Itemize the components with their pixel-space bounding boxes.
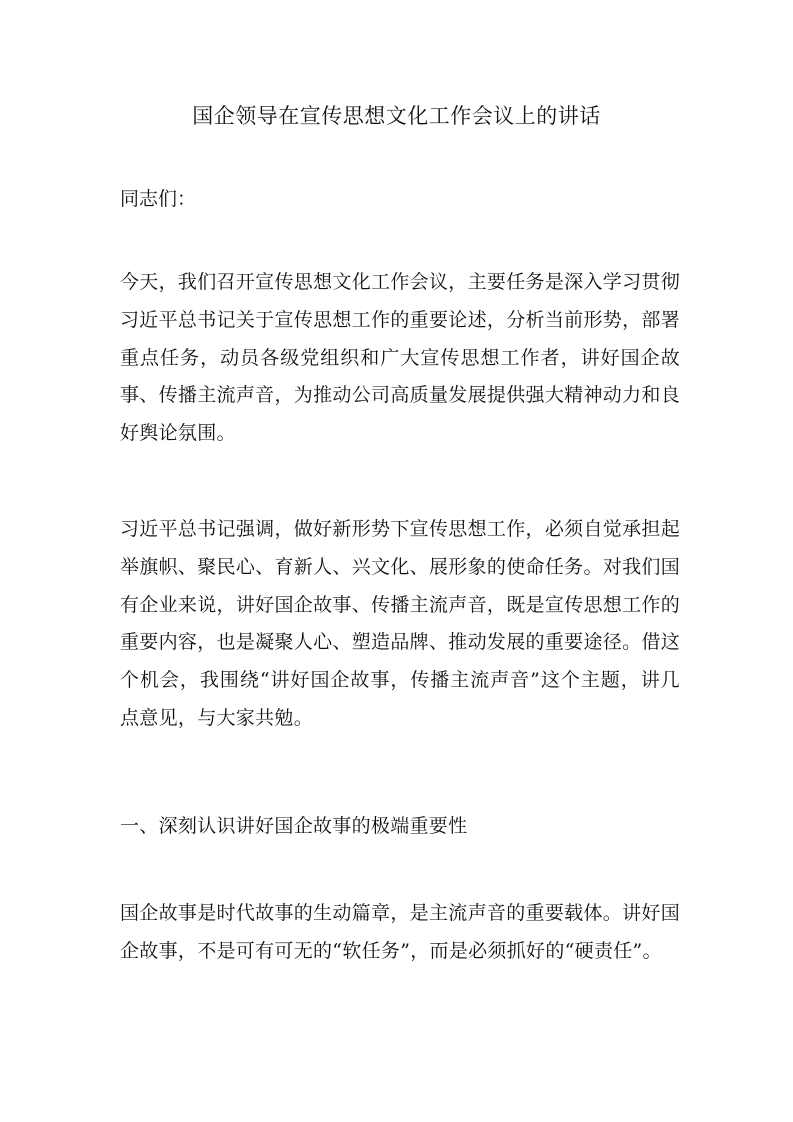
paragraph-background: 习近平总书记强调，做好新形势下宣传思想工作，必须自觉承担起举旗帜、聚民心、育新人、兴文化、展形象的使命任务。对我们国有企业来说，讲好国企故事、传播主流声音，既是宣传思想工作的重要内容，也是凝聚人心、塑造品牌、推动发展的重要途径。借这个机会，我围绕“讲好国企故事，传播主流声音”这个主题，讲几点意见，与大家共勉。 — [120, 518, 680, 729]
document-title: 国企领导在宣传思想文化工作会议上的讲话 — [192, 104, 601, 128]
paragraph-section-one: 国企故事是时代故事的生动篇章，是主流声音的重要载体。讲好国企故事，不是可有可无的“软任务”，而是必须抓好的“硬责任”。 — [120, 902, 680, 962]
salutation: 同志们： — [120, 188, 197, 210]
section-heading: 一、深刻认识讲好国企故事的极端重要性 — [120, 815, 468, 837]
paragraph-opening: 今天，我们召开宣传思想文化工作会议，主要任务是深入学习贯彻习近平总书记关于宣传思想工作的重要论述，分析当前形势，部署重点任务，动员各级党组织和广大宣传思想工作者，讲好国企故事、传播主流声音，为推动公司高质量发展提供强大精神动力和良好舆论氛围。 — [120, 271, 680, 445]
